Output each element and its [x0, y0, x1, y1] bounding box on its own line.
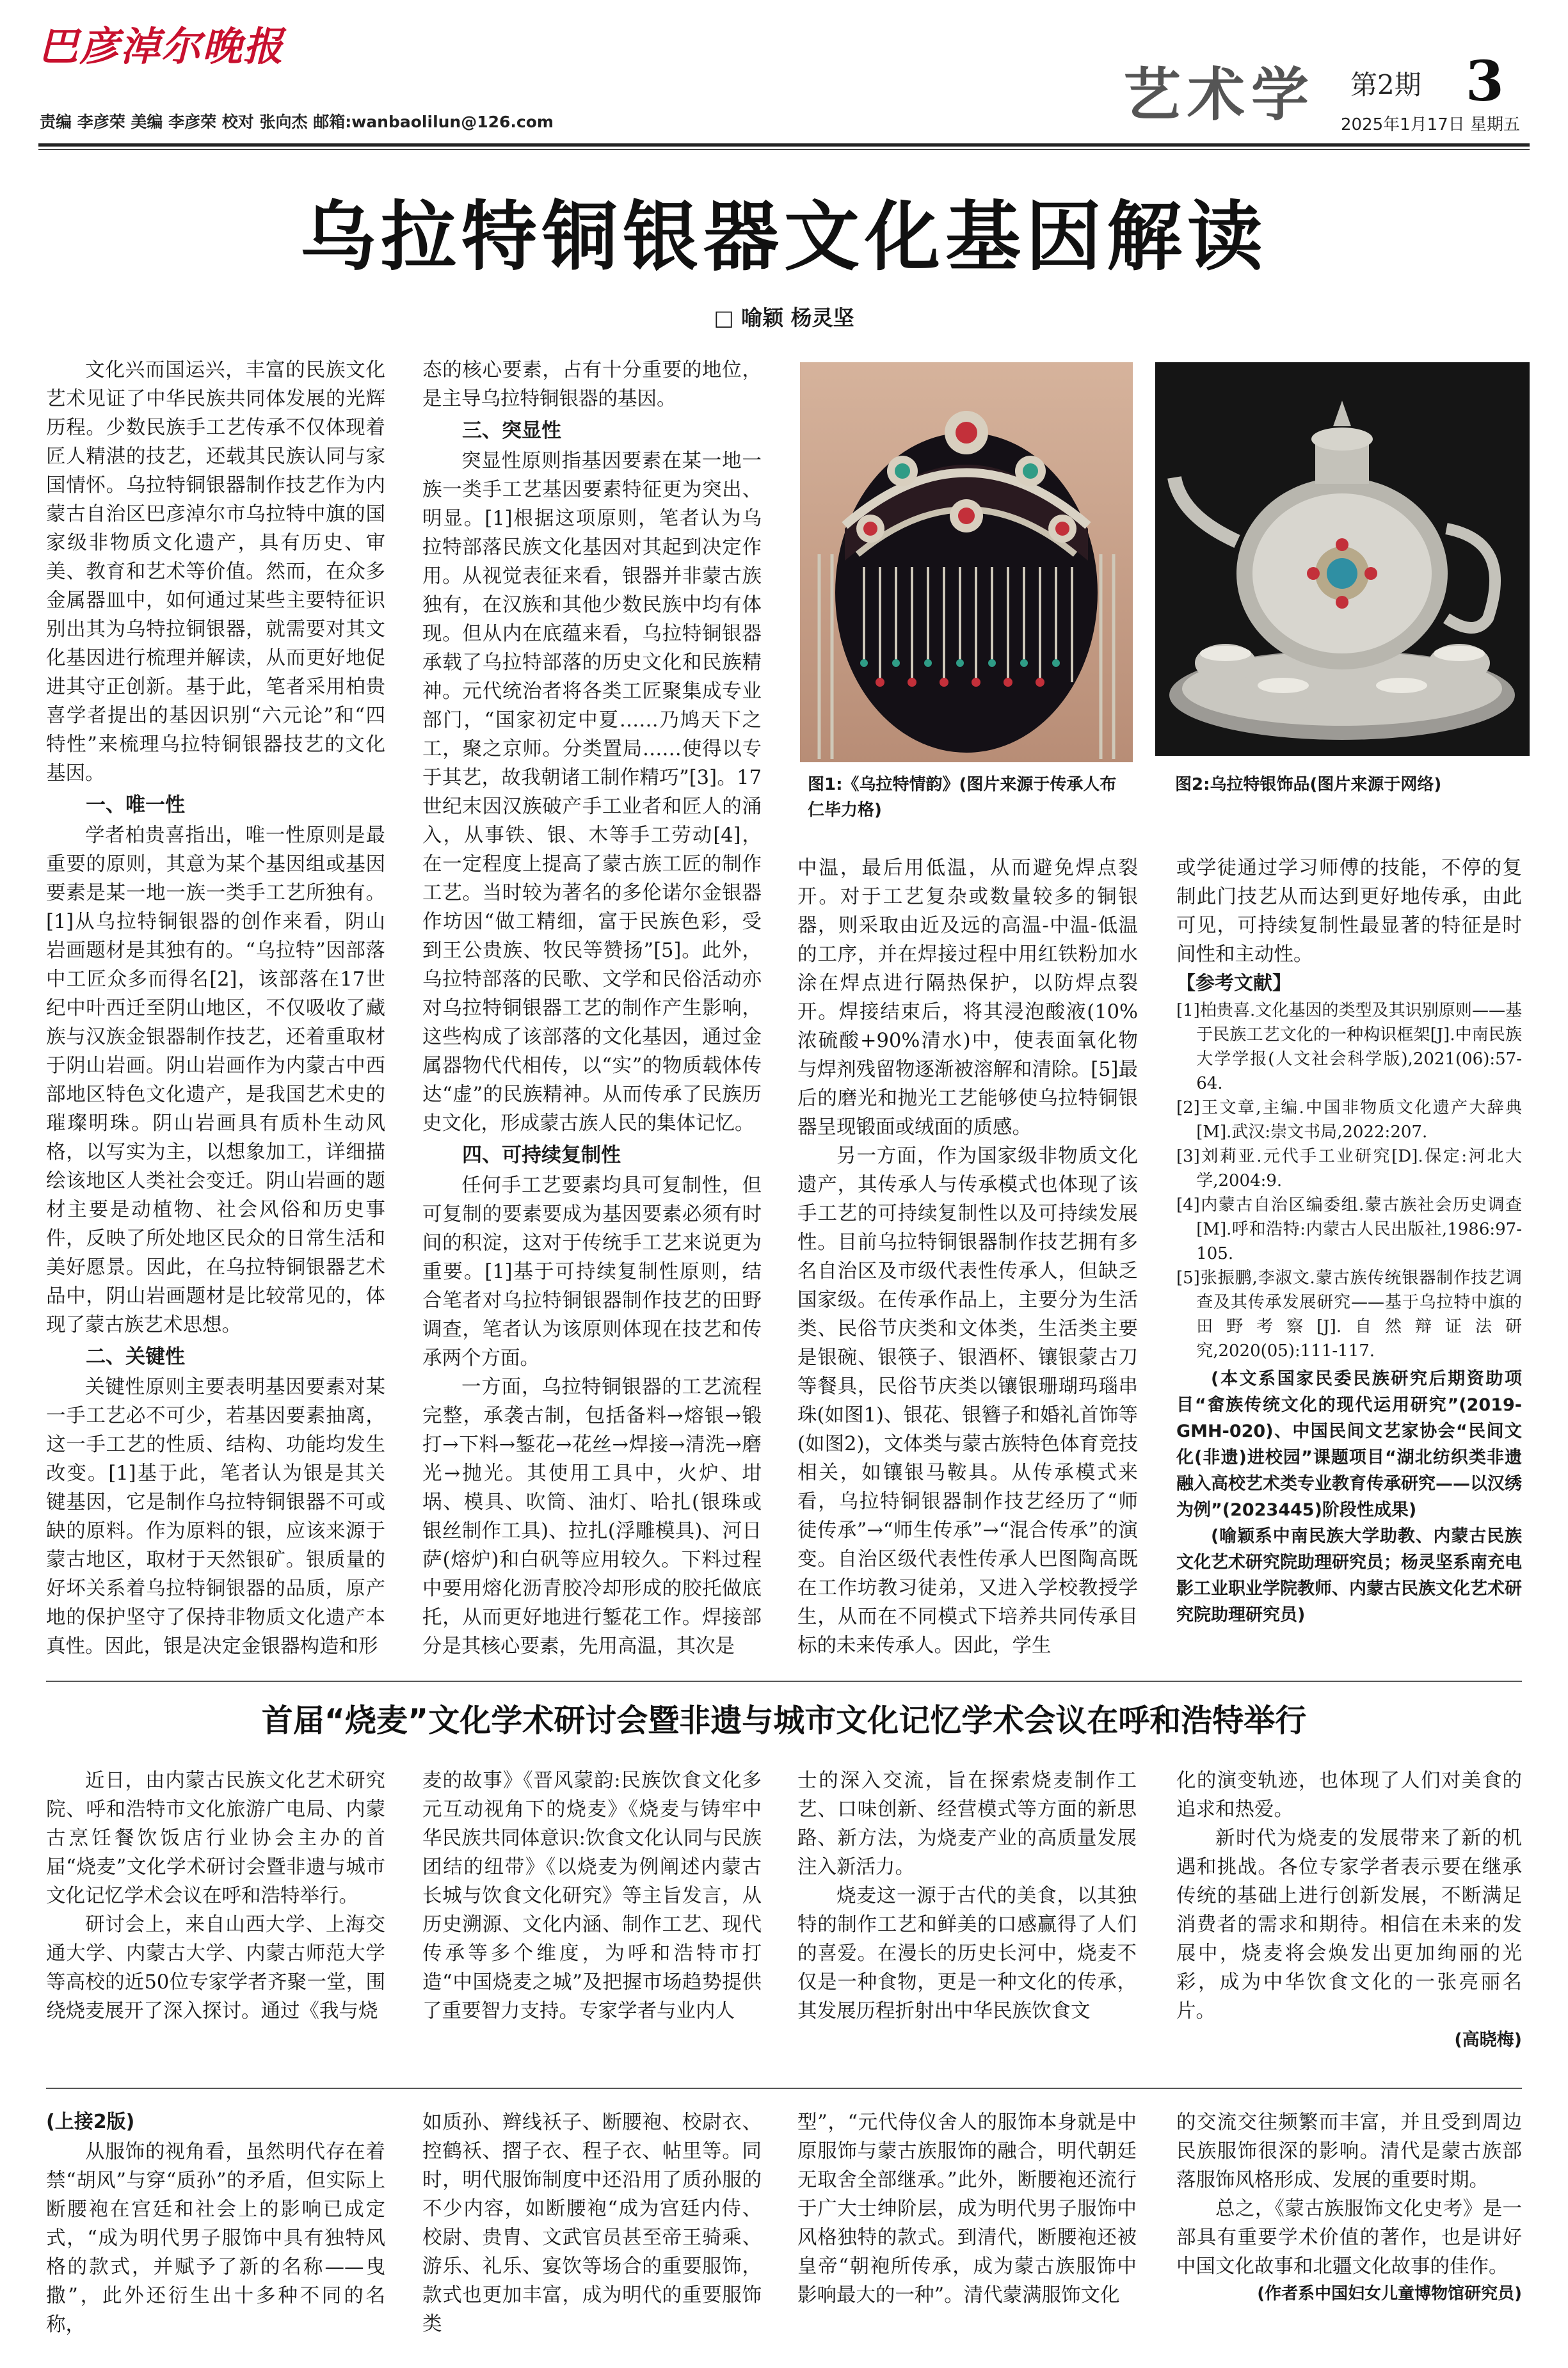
- figure-2-photo: [1155, 362, 1530, 756]
- article-title: 乌拉特铜银器文化基因解读: [300, 192, 1268, 281]
- paragraph: 型”，“元代侍仪舍人的服饰本身就是中原服饰与蒙古族服饰的融合，明代朝廷无取舍全部继承。”此外，断腰袍还流行于广大士绅阶层，成为明代男子服饰中风格独特的款式。到清代，断腰袍还被皇帝“朝袍所传承，成为蒙古族服饰中影响最大的一种”。清代蒙满服饰文化: [797, 2111, 1137, 2307]
- author-note: (喻颖系中南民族大学助教、内蒙古民族文化艺术研究院助理研究员；杨灵坚系南充电影工业职业学院教师、内蒙古民族文化艺术研究院助理研究员): [1176, 1526, 1522, 1625]
- references-title: 【参考文献】: [1176, 972, 1292, 995]
- paragraph: 新时代为烧麦的发展带来了新的机遇和挑战。各位专家学者表示要在继承传统的基础上进行创新发展，不断满足消费者的需求和期待。相信在未来的发展中，烧麦将会焕发出更加绚丽的光彩，成为中华饮食文化的一张亮丽名片。: [1176, 1827, 1522, 2022]
- section-divider-1: [46, 1681, 1522, 1682]
- continued-label: (上接2版): [46, 2111, 135, 2133]
- article-2-column-1: [46, 1766, 385, 2074]
- paragraph: 另一方面，作为国家级非物质文化遗产，其传承人与传承模式也体现了该手工艺的可持续复制性以及可持续发展性。目前乌拉特铜银器制作技艺拥有多名自治区及市级代表性传承人，但缺乏国家级。在传承作品上，主要分为生活类、民俗节庆类和文体类，生活类主要是银碗、银筷子、银酒杯、镶银蒙古刀等餐具，民俗节庆类以镶银珊瑚玛瑙串珠(如图1)、银花、银簪子和婚礼首饰等(如图2)，文体类与蒙古族特色体育竞技相关，如镶银马鞍具。从传承模式来看，乌拉特铜银器制作技艺经历了“师徒传承”→“师生传承”→“混合传承”的演变。自治区级代表性传承人巴图陶高既在工作坊教习徒弟，又进入学校教授学生，从而在不同模式下培养共同传承目标的未来传承人。因此，学生: [797, 1145, 1138, 1657]
- paragraph: 关键性原则主要表明基因要素对某一手工艺必不可少，若基因要素抽离，这一手工艺的性质、结构、功能均发生改变。[1]基于此，笔者认为银是其关键基因，它是制作乌拉特铜银器不可或缺的原料。作为原料的银，应该来源于蒙古地区，取材于天然银矿。银质量的好坏关系着乌拉特铜银器的品质，原产地的保护坚守了保持非物质文化遗产本真性。因此，银是决定金银器构造和形: [46, 1376, 385, 1658]
- section-title: 艺术学: [1123, 61, 1315, 129]
- paragraph: 突显性原则指基因要素在某一地一族一类手工艺基因要素特征更为突出、明显。[1]根据这项原则，笔者认为乌拉特部落民族文化基因对其起到决定作用。从视觉表征来看，银器并非蒙古族独有，在汉族和其他少数民族中均有体现。但从内在底蕴来看，乌拉特铜银器承载了乌拉特部落的历史文化和民族精神。元代统治者将各类工匠聚集成专业部门，“国家初定中夏……乃鸠天下之工，聚之京师。分类置局……使得以专于其艺，故我朝诸工制作精巧”[3]。17世纪末因汉族破产手工业者和匠人的涌入，从事铁、银、木等手工劳动[4]，在一定程度上提高了蒙古族工匠的制作工艺。当时较为著名的多伦诺尔金银器作坊因“做工精细，富于民族色彩，受到王公贵族、牧民等赞扬”[5]。此外，乌拉特部落的民歌、文学和民俗活动亦对乌拉特铜银器工艺的制作产生影响，这些构成了该部落的文化基因，通过金属器物代代相传，以“实”的物质载体传达“虚”的民族精神。从而传承了民族历史文化，形成蒙古族人民的集体记忆。: [422, 450, 762, 1135]
- article-column-2: [422, 356, 762, 1668]
- figure-1-photo: [800, 362, 1133, 762]
- page-number: 3: [1466, 49, 1504, 114]
- figure-1-caption: 图1:《乌拉特情韵》(图片来源于传承人布仁毕力格): [808, 775, 1117, 820]
- reference-item: [1]柏贵喜.文化基因的类型及其识别原则——基于民族工艺文化的一种构识框架[J].中南民族大学学报(人文社会科学版),2021(06):57-64.: [1176, 1001, 1522, 1093]
- paragraph: 学者柏贵喜指出，唯一性原则是最重要的原则，其意为某个基因组或基因要素是某一地一族一类手工艺所独有。[1]从乌拉特铜银器的创作来看，阴山岩画题材是其独有的。“乌拉特”因部落中工匠众多而得名[2]，该部落在17世纪中叶西迁至阴山地区，不仅吸收了藏族与汉族金银器制作技艺，还着重取材于阴山岩画。阴山岩画作为内蒙古中西部地区特色文化遗产，是我国艺术史的璀璨明珠。阴山岩画具有质朴生动风格，以写实为主，以想象加工，详细描绘该地区人类社会变迁。阴山岩画的题材主要是动植物、社会风俗和历史事件，反映了所处地区民众的日常生活和美好愿景。因此，在乌拉特铜银器艺术品中，阴山岩画题材是比较常见的，体现了蒙古族艺术思想。: [46, 824, 385, 1336]
- section-heading: 四、可持续复制性: [462, 1144, 621, 1167]
- article-3-column-2: [422, 2108, 762, 2349]
- article-3-author: (作者系中国妇女儿童博物馆研究员): [1257, 2284, 1522, 2303]
- reference-item: [2]王文章,主编.中国非物质文化遗产大辞典[M].武汉:崇文书局,2022:207.: [1176, 1098, 1522, 1142]
- article-2-title: 首届“烧麦”文化学术研讨会暨非遗与城市文化记忆学术会议在呼和浩特举行: [261, 1702, 1307, 1739]
- references: [1176, 969, 1522, 1363]
- paragraph: 烧麦这一源于古代的美食，以其独特的制作工艺和鲜美的口感赢得了人们的喜爱。在漫长的历史长河中，烧麦不仅是一种食物，更是一种文化的传承，其发展历程折射出中华民族饮食文: [797, 1885, 1137, 2022]
- section-heading: 三、突显性: [462, 419, 561, 442]
- article-2-column-4: [1176, 1766, 1522, 2074]
- article-column-1: [46, 356, 385, 1668]
- funding-note: (本文系国家民委民族研究后期资助项目“畲族传统文化的现代运用研究”(2019-GMH-020)、中国民间文艺家协会“民间文化(非遗)进校园”课题项目“湖北纺织类非遗融入高校艺术类专业教育传承研究——以汉绣为例”(2023445)阶段性成果): [1176, 1369, 1522, 1520]
- section-heading: 二、关键性: [86, 1345, 185, 1368]
- article-column-3: [797, 854, 1138, 1668]
- paragraph: 一方面，乌拉特铜银器的工艺流程完整，承袭古制，包括备料→熔银→锻打→下料→錾花→花丝→焊接→清洗→磨光→抛光。其使用工具中，火炉、坩埚、模具、吹筒、油灯、哈扎(银珠或银丝制作工具)、拉扎(浮雕模具)、河日萨(熔炉)和白矾等应用较久。下料过程中要用熔化沥青胶冷却形成的胶托做底托，从而更好地进行錾花工作。焊接部分是其核心要素，先用高温，其次是: [422, 1376, 762, 1658]
- article-3-column-3: [797, 2108, 1137, 2349]
- masthead-credits: 责编 李彦荣 美编 李彦荣 校对 张向杰 邮箱:wanbaolilun@126.com: [40, 113, 554, 131]
- reference-item: [5]张振鹏,李淑文.蒙古族传统银器制作技艺调查及其传承发展研究——基于乌拉特中旗的田野考察[J].自然辩证法研究,2020(05):111-117.: [1176, 1268, 1522, 1361]
- figure-2-caption: 图2:乌拉特银饰品(图片来源于网络): [1175, 775, 1442, 794]
- paragraph: 近日，由内蒙古民族文化艺术研究院、呼和浩特市文化旅游广电局、内蒙古烹饪餐饮饭店行业协会主办的首届“烧麦”文化学术研讨会暨非遗与城市文化记忆学术会议在呼和浩特举行。: [46, 1770, 385, 1907]
- paragraph: 总之，《蒙古族服饰文化史考》是一部具有重要学术价值的著作，也是讲好中国文化故事和北疆文化故事的佳作。: [1176, 2198, 1522, 2278]
- teapot-illustration: [1155, 362, 1530, 756]
- article-3-column-1: [46, 2138, 385, 2349]
- paragraph: 麦的故事》《晋风蒙韵:民族饮食文化多元互动视角下的烧麦》《烧麦与铸牢中华民族共同体意识:饮食文化认同与民族团结的纽带》《以烧麦为例阐述内蒙古长城与饮食文化研究》等主旨发言，从历史溯源、文化内涵、制作工艺、现代传承等多个维度，为呼和浩特市打造“中国烧麦之城”及把握市场趋势提供了重要智力支持。专家学者与业内人: [422, 1770, 762, 2022]
- paragraph: 任何手工艺要素均具可复制性，但可复制的要素要成为基因要素必须有时间的积淀，这对于传统手工艺来说更为重要。[1]基于可持续复制性原则，结合笔者对乌拉特铜银器制作技艺的田野调查，笔者认为该原则体现在技艺和传承两个方面。: [422, 1174, 762, 1370]
- paragraph: 研讨会上，来自山西大学、上海交通大学、内蒙古大学、内蒙古师范大学等高校的近50位专家学者齐聚一堂，围绕烧麦展开了深入探讨。通过《我与烧: [46, 1914, 385, 2022]
- reference-item: [4]内蒙古自治区编委组.蒙古族社会历史调查[M].呼和浩特:内蒙古人民出版社,1986:97-105.: [1176, 1196, 1522, 1263]
- paragraph: 态的核心要素，占有十分重要的地位，是主导乌拉特铜银器的基因。: [422, 359, 762, 410]
- paragraph: 士的深入交流，旨在探索烧麦制作工艺、口味创新、经营模式等方面的新思路、新方法，为烧麦产业的高质量发展注入新活力。: [797, 1770, 1137, 1878]
- issue-label: 第2期: [1350, 69, 1421, 100]
- paragraph: 化的演变轨迹，也体现了人们对美食的追求和热爱。: [1176, 1770, 1522, 1821]
- paragraph: 文化兴而国运兴，丰富的民族文化艺术见证了中华民族共同体发展的光辉历程。少数民族手工艺传承不仅体现着匠人精湛的技艺，还载其民族认同与家国情怀。乌拉特铜银器制作技艺作为内蒙古自治区巴彦淖尔市乌拉特中旗的国家级非物质文化遗产，具有历史、审美、教育和艺术等价值。然而，在众多金属器皿中，如何通过某些主要特征识别出其为乌特拉铜银器，就需要对其文化基因进行梳理并解读，从而更好地促进其守正创新。基于此，笔者采用柏贵喜学者提出的基因识别“六元论”和“四特性”来梳理乌拉特铜银器技艺的文化基因。: [46, 359, 385, 785]
- section-divider-2: [46, 2088, 1522, 2089]
- paragraph: 从服饰的视角看，虽然明代存在着禁“胡风”与穿“质孙”的矛盾，但实际上断腰袍在宫廷和社会上的影响已成定式，“成为明代男子服饰中具有独特风格的款式，并赋予了新的名称——曳撒”，此外还衍生出十多种不同的名称，: [46, 2141, 385, 2336]
- article-2-column-3: [797, 1766, 1137, 2074]
- article-2-author: (高晓梅): [1454, 2030, 1522, 2050]
- paragraph: 或学徒通过学习师傅的技能，不停的复制此门技艺从而达到更好地传承，由此可见，可持续复制性最显著的特征是时间性和主动性。: [1176, 857, 1522, 966]
- paragraph: 如质孙、辫线袄子、断腰袍、校尉衣、控鹤袄、摺子衣、程子衣、帖里等。同时，明代服饰制度中还沿用了质孙服的不少内容，如断腰袍“成为宫廷内侍、校尉、贵胄、文武官员甚至帝王骑乘、游乐、礼乐、宴饮等场合的重要服饰，款式也更加丰富，成为明代的重要服饰类: [422, 2111, 762, 2335]
- paragraph: 的交流交往频繁而丰富，并且受到周边民族服饰很深的影响。清代是蒙古族部落服饰风格形成、发展的重要时期。: [1176, 2111, 1522, 2191]
- masthead-rule-thin: [38, 149, 1530, 150]
- section-heading: 一、唯一性: [86, 794, 185, 817]
- issue-date: 2025年1月17日 星期五: [1341, 115, 1521, 134]
- masthead-rule: [38, 143, 1530, 147]
- article-column-4: [1176, 854, 1522, 1668]
- paragraph: 中温，最后用低温，从而避免焊点裂开。对于工艺复杂或数量较多的铜银器，则采取由近及远的高温-中温-低温的工序，并在焊接过程中用红铁粉加水涂在焊点进行隔热保护，以防焊点裂开。焊接结束后，将其浸泡酸液(10%浓硫酸+90%清水)中，使表面氧化物与焊剂残留物逐渐被溶解和清除。[5]最后的磨光和抛光工艺能够使乌拉特铜银器呈现锻面或绒面的质感。: [797, 857, 1138, 1139]
- article-3-column-4: [1176, 2108, 1522, 2349]
- headdress-illustration: [800, 362, 1133, 762]
- article-2-column-2: [422, 1766, 762, 2074]
- article-byline: □ 喻颖 杨灵坚: [714, 305, 854, 330]
- reference-item: [3]刘莉亚.元代手工业研究[D].保定:河北大学,2004:9.: [1176, 1147, 1522, 1190]
- masthead-logo: 巴彦淖尔晚报: [38, 23, 285, 70]
